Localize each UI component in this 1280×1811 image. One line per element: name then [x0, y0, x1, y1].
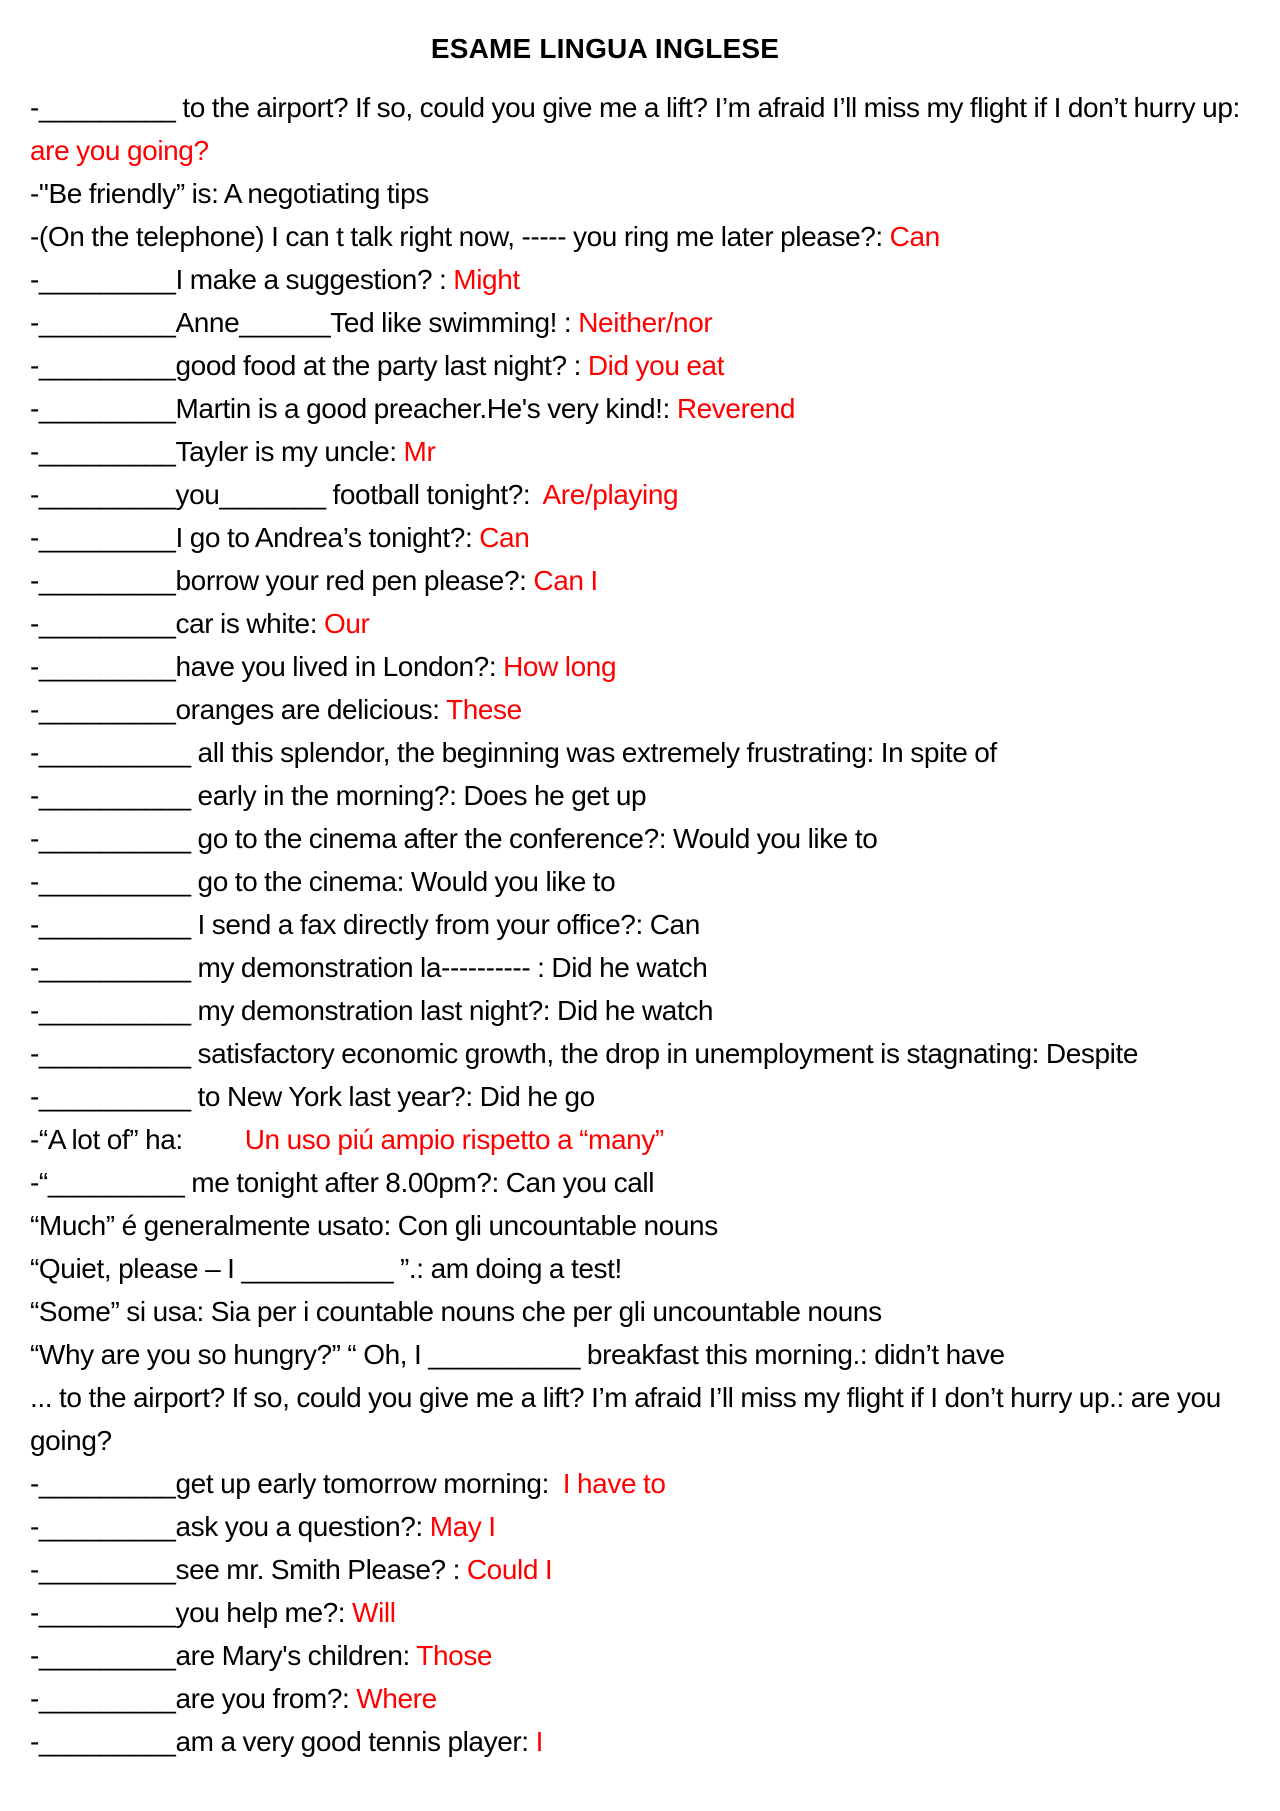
exercise-line	[30, 903, 1240, 946]
exercise-line	[30, 1333, 1240, 1376]
answer-text: Where	[356, 1683, 437, 1714]
question-text: -“_________ me tonight after 8.00pm?: Can you call	[30, 1167, 655, 1198]
answer-text: I	[535, 1726, 543, 1757]
exercise-line	[30, 1462, 1240, 1505]
exercise-line	[30, 1032, 1240, 1075]
exercise-line	[30, 688, 1240, 731]
exercise-line	[30, 258, 1240, 301]
question-text: -__________ to New York last year?: Did he go	[30, 1081, 595, 1112]
exercise-line	[30, 817, 1240, 860]
question-text: -_________ to the airport? If so, could you give me a lift? I’m afraid I’ll miss my flight if I don’t hurry up:	[30, 92, 1247, 123]
question-text: -_________are Mary's children:	[30, 1640, 417, 1671]
exercise-line	[30, 1720, 1240, 1763]
exercise-line	[30, 1505, 1240, 1548]
answer-text: How long	[503, 651, 617, 682]
question-text: -_________good food at the party last night? :	[30, 350, 588, 381]
exercise-line	[30, 1204, 1240, 1247]
question-text: -_________car is white:	[30, 608, 324, 639]
answer-text: are you going?	[30, 135, 209, 166]
exercise-line	[30, 1075, 1240, 1118]
question-text: ... to the airport? If so, could you give me a lift? I’m afraid I’ll miss my flight if I don’t hurry up.: are you going?	[30, 1382, 1228, 1456]
exercise-line	[30, 1634, 1240, 1677]
question-text: -_________have you lived in London?:	[30, 651, 504, 682]
answer-text: Neither/nor	[578, 307, 713, 338]
answer-text: Are/playing	[542, 479, 679, 510]
question-text: -__________ my demonstration la---------- : Did he watch	[30, 952, 708, 983]
question-text: -_________are you from?:	[30, 1683, 357, 1714]
question-text: “Why are you so hungry?” “ Oh, I __________ breakfast this morning.: didn’t have	[30, 1339, 1005, 1370]
question-text: -__________ early in the morning?: Does he get up	[30, 780, 647, 811]
question-text: -"Be friendly” is: A negotiating tips	[30, 178, 429, 209]
question-text: -_________you_______ football tonight?:	[30, 479, 543, 510]
question-text: “Quiet, please – I __________ ”.: am doing a test!	[30, 1253, 622, 1284]
answer-text: Can I	[533, 565, 598, 596]
question-text: -_________get up early tomorrow morning:	[30, 1468, 563, 1499]
question-text: -_________I go to Andrea’s tonight?:	[30, 522, 480, 553]
exercise-line	[30, 387, 1240, 430]
answer-text: Those	[416, 1640, 493, 1671]
answer-text: Can	[479, 522, 530, 553]
answer-text: Will	[352, 1597, 396, 1628]
exercise-line	[30, 946, 1240, 989]
question-text: -_________I make a suggestion? :	[30, 264, 454, 295]
question-text: -_________borrow your red pen please?:	[30, 565, 534, 596]
exercise-line	[30, 645, 1240, 688]
answer-text: Could I	[466, 1554, 553, 1585]
question-text: -_________Martin is a good preacher.He's very kind!:	[30, 393, 677, 424]
question-text: -__________ satisfactory economic growth, the drop in unemployment is stagnating: Despite	[30, 1038, 1139, 1069]
answer-text: Reverend	[676, 393, 796, 424]
exercise-line	[30, 989, 1240, 1032]
question-text: -__________ go to the cinema: Would you like to	[30, 866, 616, 897]
question-text: -__________ I send a fax directly from your office?: Can	[30, 909, 700, 940]
exercise-line	[30, 1548, 1240, 1591]
question-text: -_________Tayler is my uncle:	[30, 436, 404, 467]
exercise-line	[30, 172, 1240, 215]
answer-text: I have to	[562, 1468, 666, 1499]
exercise-line	[30, 731, 1240, 774]
question-text: -_________ask you a question?:	[30, 1511, 430, 1542]
answer-text: Might	[453, 264, 520, 295]
exercise-line	[30, 559, 1240, 602]
answer-text: These	[446, 694, 522, 725]
exercise-line	[30, 301, 1240, 344]
exercise-line	[30, 774, 1240, 817]
answer-text: May I	[429, 1511, 496, 1542]
exercise-line	[30, 602, 1240, 645]
exercise-line	[30, 430, 1240, 473]
exercise-line	[30, 1247, 1240, 1290]
exercise-line	[30, 1677, 1240, 1720]
exercise-list	[30, 86, 1247, 1763]
answer-text: Our	[323, 608, 370, 639]
question-text: -_________oranges are delicious:	[30, 694, 446, 725]
question-text: -_________you help me?:	[30, 1597, 353, 1628]
question-text: -__________ all this splendor, the beginning was extremely frustrating: In spite of	[30, 737, 997, 768]
answer-text: Did you eat	[587, 350, 725, 381]
exercise-line	[30, 1290, 1240, 1333]
exercise-line	[30, 1591, 1240, 1634]
exercise-line	[30, 1161, 1240, 1204]
question-text: “Some” si usa: Sia per i countable nouns che per gli uncountable nouns	[30, 1296, 882, 1327]
exercise-line	[30, 1118, 1240, 1161]
exercise-line	[30, 215, 1240, 258]
question-text: -__________ my demonstration last night?: Did he watch	[30, 995, 714, 1026]
question-text: -_________Anne______Ted like swimming! :	[30, 307, 579, 338]
exercise-line	[30, 860, 1240, 903]
question-text: -_________see mr. Smith Please? :	[30, 1554, 467, 1585]
answer-text: Can	[889, 221, 940, 252]
exercise-line	[30, 516, 1240, 559]
exercise-line	[30, 1376, 1240, 1462]
question-text: “Much” é generalmente usato: Con gli uncountable nouns	[30, 1210, 718, 1241]
question-text: -“A lot of” ha:	[30, 1124, 245, 1155]
answer-text: Mr	[403, 436, 436, 467]
answer-text: Un uso piú ampio rispetto a “many”	[244, 1124, 664, 1155]
exercise-line	[30, 86, 1247, 172]
exercise-line	[30, 344, 1240, 387]
question-text: -__________ go to the cinema after the conference?: Would you like to	[30, 823, 878, 854]
exercise-line	[30, 473, 1240, 516]
question-text: -(On the telephone) I can t talk right now, ----- you ring me later please?:	[30, 221, 890, 252]
question-text: -_________am a very good tennis player:	[30, 1726, 536, 1757]
page-title: ESAME LINGUA INGLESE	[430, 33, 780, 64]
